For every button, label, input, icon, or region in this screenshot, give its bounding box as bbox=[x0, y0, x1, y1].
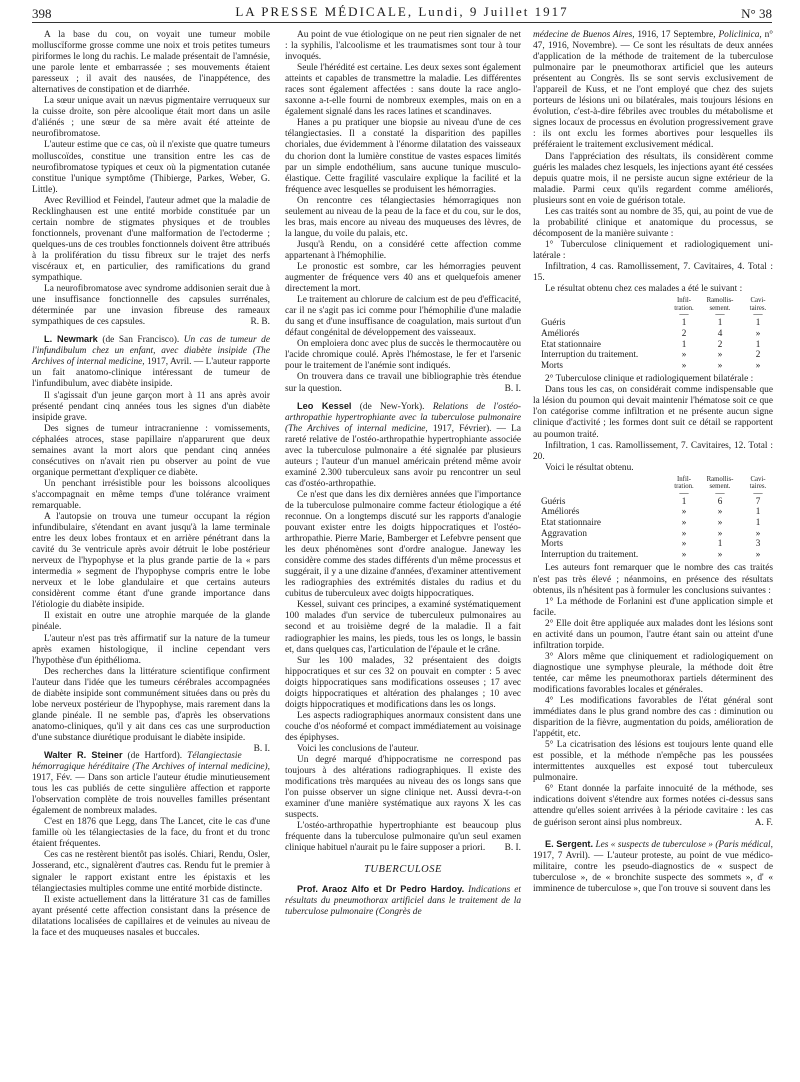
journal-reference: médecine de Buenos Aires, bbox=[533, 30, 635, 40]
paragraph: Le traitement au chlorure de calcium est de peu d'efficacité, car il ne s'agit pas ici comme pour l'hémophilie d'une maladie du sang et d'une insuffisance de coagulation, mais surtout d'un défaut congénital de développement des vaisseaux. bbox=[285, 295, 521, 339]
paragraph: La sœur unique avait un nævus pigmentaire verruqueux sur la cuisse droite, son père alcoolique était mort dans un asile d'aliénés ; une sœur de sa mère avait été atteinte de neurofibromatose. bbox=[32, 96, 270, 140]
paragraph-text: On trouvera dans ce travail une bibliographie très étendue sur la question. bbox=[285, 372, 521, 394]
table-column-header: Ramollis-sement. bbox=[706, 475, 734, 491]
paragraph: Le résultat obtenu chez ces malades a été le suivant : bbox=[545, 284, 743, 295]
table-cell: » bbox=[681, 359, 687, 370]
journal-reference: (The Archives of internal medicine, bbox=[32, 346, 270, 368]
issue-number: N° 38 bbox=[741, 6, 772, 21]
page-number: 398 bbox=[32, 6, 52, 21]
article-author: Walter R. Steiner bbox=[44, 750, 123, 760]
table-cell: 1 bbox=[755, 317, 761, 328]
table-cell: 1 bbox=[681, 338, 687, 349]
paragraph: Le pronostic est sombre, car les hémorragies peuvent augmenter de fréquence vers 40 ans et quelquefois amener directement la mort. bbox=[285, 261, 521, 295]
paragraph: Voici les conclusions de l'auteur. bbox=[297, 744, 419, 754]
journal-reference: (The Archives of internal medicine), bbox=[132, 762, 270, 773]
journal-reference: (The Archives of internal medicine, bbox=[285, 423, 428, 434]
table-cell: » bbox=[681, 349, 687, 360]
paragraph: C'est en 1876 que Legg, dans The Lancet, cite le cas d'une famille où les télangiectasies de la face, du front et du tronc étaient fréquentes. bbox=[32, 817, 270, 850]
table-row-label: Guéris bbox=[541, 317, 566, 328]
article-abstract bbox=[32, 334, 270, 390]
paragraph-text: L'ostéo-arthropathie hypertrophiante est beaucoup plus fréquente dans la tuberculose pulmonaire qu'un seul examen clinique habituel n'aurait pu le faire supposer a priori. bbox=[285, 821, 521, 854]
table-column-header: Infil-tration. bbox=[674, 475, 694, 491]
table-row-label: Morts bbox=[541, 359, 563, 370]
article-title: Télangiectasie hémorragique héréditaire bbox=[32, 751, 242, 773]
paragraph: Les cas traités sont au nombre de 35, qui, au point de vue de la probabilité clinique et anatomique du processus, se décomposent de la manière suivante : bbox=[533, 206, 773, 239]
signature: A. F. bbox=[754, 817, 773, 828]
table-cell: 2 bbox=[717, 338, 723, 349]
table-cell: » bbox=[755, 327, 761, 338]
table-corner bbox=[541, 297, 667, 312]
conclusion-item bbox=[533, 784, 773, 828]
paragraph: Jusqu'à Rendu, on a considéré cette affection comme appartenant à l'hémophilie. bbox=[285, 239, 521, 261]
paragraph bbox=[32, 666, 270, 754]
journal-reference: Policlinica, bbox=[718, 30, 762, 40]
abstract-text: 1917, Fév. — Dans son article l'auteur étudie minutieusement tous les cas publiés de cette singulière affection et rapporte l'observation complète de trois nouvelles familles présentant également de nombreux malades. bbox=[32, 773, 270, 817]
table-cell: » bbox=[681, 538, 687, 549]
table-cell: » bbox=[681, 527, 687, 538]
article-author: L. Newmark bbox=[44, 334, 98, 345]
table-row-label: Guéris bbox=[541, 495, 566, 506]
paragraph: Des signes de tumeur intracranienne : vomissements, céphalées atroces, stase papillaire n'apparurent que deux semaines avant la mort alors que pendant cinq années consécutives on n'avait rien pu observer au point de vue organique permettant d'expliquer ce diabète. bbox=[32, 423, 270, 478]
article-title: Un cas de tumeur de l'infundibulum chez un enfant, avec diabète insipide bbox=[32, 335, 270, 357]
paragraph: L'auteur estime que ce cas, où il n'existe que quatre tumeurs molluscoïdes, constitue une transition entre les cas de neurofibromatose typiques et ceux où la pigmentation cutanée constitue l'unique symptôme (Thibierge, Parkes, Weber, G. Little). bbox=[32, 140, 270, 195]
article-abstract bbox=[533, 839, 773, 895]
table-cell: 2 bbox=[681, 327, 687, 338]
journal-title: LA PRESSE MÉDICALE, Lundi, 9 Juillet 1917 bbox=[235, 4, 569, 19]
article-abstract bbox=[32, 750, 270, 817]
paragraph: On rencontre ces télangiectasies hémorragiques non seulement au niveau de la peau de la face et du cou, sur le dos, les bras, mais encore au niveau des muqueuses des lèvres, de la langue, du voile du palais, etc. bbox=[285, 195, 521, 239]
table-row-label: Aggravation bbox=[541, 527, 587, 538]
article-author: Prof. Araoz Alfo et Dr Pedro Hardoy. bbox=[297, 883, 465, 894]
table-column-header: Cavi-taires. bbox=[749, 475, 767, 491]
table-cell: » bbox=[755, 359, 761, 370]
table-row-label: Améliorés bbox=[541, 506, 580, 517]
table-cell: 1 bbox=[681, 495, 687, 506]
conclusion-item: 4° Les modifications favorables de l'état général sont immédiates dans le plus grand nombre des cas : diminution ou disparition de la fièvre, augmentation du poids, amélioration de l'appétit, etc. bbox=[533, 696, 773, 740]
table-cell: » bbox=[755, 527, 761, 538]
table-corner bbox=[541, 476, 667, 491]
article-author: Leo Kessel bbox=[297, 400, 352, 411]
paragraph: A l'autopsie on trouva une tumeur occupant la région infundibulaire, s'étendant en avant jusqu'à la lame terminale entre les deux lobes frontaux et en arrière pénétrant dans la cavité du 3e ventricule après avoir détruit le lobe postérieur nerveux de l'hypophyse et la plus grande partie de la « pars intermedia » segment de l'hypophyse compris entre le lobe nerveux et le lobe glandulaire et que certains auteurs considèrent comme étant d'une grande importance dans l'étiologie du diabète insipide. bbox=[32, 512, 270, 611]
table-cell: » bbox=[755, 548, 761, 559]
paragraph: Les aspects radiographiques anormaux consistent dans une couche d'os néoformé et compact immédiatement au voisinage des épiphyses. bbox=[285, 710, 521, 743]
table-rule: — bbox=[679, 309, 689, 320]
table-rule: — bbox=[753, 309, 763, 320]
journal-reference: (Paris médical, bbox=[715, 839, 773, 850]
paragraph: 2° Tuberculose clinique et radiologiquement bilatérale : bbox=[545, 374, 754, 385]
table-cell: 1 bbox=[755, 517, 761, 528]
column-middle bbox=[285, 30, 521, 918]
table-cell: 1 bbox=[717, 317, 723, 328]
paragraph: Il s'agissait d'un jeune garçon mort à 11 ans après avoir présenté pendant cinq années tous les signes d'un diabète insipide grave. bbox=[32, 390, 270, 423]
article-abstract bbox=[285, 884, 521, 918]
paragraph: Il existait en outre une atrophie marquée de la glande pinéale. bbox=[32, 611, 270, 633]
signature: B. I. bbox=[504, 383, 521, 394]
table-cell: 1 bbox=[681, 317, 687, 328]
paragraph: Dans l'appréciation des résultats, ils considèrent comme guéris les malades chez lesquels, les injections ayant été cessées depuis quatre mois, il ne persiste aucun signe extérieur de la maladie. Parmi ceux qu'ils regardent comme améliorés, plusieurs sont en voie de guérison totale. bbox=[533, 151, 773, 206]
table-cell: » bbox=[717, 517, 723, 528]
article-title: Indications et résultats du pneumothorax artificiel dans le traitement de la tuberculose pulmonaire bbox=[285, 884, 521, 917]
paragraph: L'auteur n'est pas très affirmatif sur la nature de la tumeur après examen histologique, il incline cependant vers l'hypothèse d'un épithélioma. bbox=[32, 633, 270, 666]
paragraph: Kessel, suivant ces principes, a examiné systématiquement 100 malades d'un service de tuberculeux pulmonaires au second et au troisième degré de la maladie. Il a fait radiographier les mains, les pieds, tous les os longs, le bassin et, dans quelques cas, l'articulation de l'épaule et le crâne. bbox=[285, 600, 521, 655]
table-cell: » bbox=[681, 506, 687, 517]
paragraph: Infiltration, 4 cas. Ramollissement, 7. Cavitaires, 4. Total : 15. bbox=[533, 261, 773, 284]
table-row-label: Améliorés bbox=[541, 327, 580, 338]
author-place: (de New-York). bbox=[359, 401, 425, 412]
paragraph: Seule l'hérédité est certaine. Les deux sexes sont également atteints et capables de transmettre la maladie. Les différentes races sont également affectées : sans doute la race anglo-saxonne a-t-elle fourni de nombreux exemples, mais on en a également signalé dans les races latines et scandinaves. bbox=[285, 63, 521, 118]
signature: B. I. bbox=[504, 843, 521, 854]
paragraph: On emploiera donc avec plus de succès le thermocautère ou l'acide chromique coulé. Après l'hémostase, le fer et l'arsenic pour le traitement de l'anémie sont indiqués. bbox=[285, 339, 521, 372]
abstract-text: 1917, Février). — La rareté relative de l'ostéo-arthropathie hypertrophiante associée avec la tuberculose pulmonaire a été signalée par plusieurs auteurs ; l'auteur d'un manuel américain prétend même avoir examiné 2.300 tuberculeux sans avoir pu rencontrer un seul cas d'ostéo-arthropathie. bbox=[285, 423, 521, 489]
table-cell: 2 bbox=[755, 349, 761, 360]
table-rule: — bbox=[715, 309, 725, 320]
article-author: E. Sergent. bbox=[545, 838, 594, 849]
article-title: Relations de l'ostéo-arthropathie hypertrophiante avec la tuberculose pulmonaire bbox=[285, 401, 521, 423]
table-cell: 1 bbox=[755, 506, 761, 517]
paragraph: 1° Tuberculose cliniquement et radiologiquement uni-latérale : bbox=[533, 239, 773, 261]
paragraph: Un degré marqué d'hippocratisme ne correspond pas toujours à des altérations radiographiques. Il existe des modifications très marquées au niveau des os longs sans que l'on puisse observer un signe clinique net. Aussi devra-t-on examiner d'une manière systématique aux rayons X les cas suspects. bbox=[285, 755, 521, 821]
table-cell: 1 bbox=[755, 338, 761, 349]
running-header bbox=[32, 4, 772, 23]
conclusion-item: 2° Elle doit être appliquée aux malades dont les lésions sont en activité dans un poumon, l'autre étant sain ou atteint d'une infiltration torpide. bbox=[533, 618, 773, 651]
table-cell: 7 bbox=[755, 495, 761, 506]
results-table-unilateral bbox=[541, 297, 773, 370]
paragraph-text: Des recherches dans la littérature scientifique confirment l'auteur dans l'idée que les tumeurs cérébrales accompagnées de diabète insipide sont communément situées dans ou près du lobe nerveux postérieur de l'hypophyse, mais rarement dans la glande pinéale. Il ne semble pas, d'après les observations anatomo-cliniques, qu'il y ait dans ces cas une surproduction d'une substance diurétique produisant le diabète insipide. bbox=[32, 666, 270, 743]
table-rule: — bbox=[715, 487, 725, 498]
paragraph: Infiltration, 1 cas. Ramollissement, 7. Cavitaires, 12. Total : 20. bbox=[533, 440, 773, 462]
paragraph bbox=[533, 30, 773, 152]
paragraph: A la base du cou, on voyait une tumeur mobile molluscïforme grosse comme une noix et trois petites tumeurs piriformes le long du rachis. Le malade présentait de l'amnésie, une parole lente et embarrassée ; ses mouvements étaient paresseux ; il avait des nausées, de l'inappétence, des alternatives de constipation et de diarrhée. bbox=[32, 30, 270, 96]
signature: B. I. bbox=[253, 744, 270, 754]
table-cell: » bbox=[681, 548, 687, 559]
table-cell: 6 bbox=[717, 495, 723, 506]
paragraph-text: n° 47, 1916, Novembre). — Ce sont les résultats de deux années d'application de la méthode de traitement de la tuberculose pulmonaire par le pneumothorax artificiel que les auteurs présentent au Congrès. Ils se sont servis exclusivement de l'appareil de Kuss, et ne l'ont employé que chez des sujets porteurs de lésions uni ou bilatérales, mais toujours lésions en évolution, c'est-à-dire fébriles avec troubles du métabolisme et signes locaux de processus en évolution progressivement grave : ils ont exclu les formes abortives pour lesquelles ils préféraient le traitement exclusivement médical. bbox=[533, 30, 774, 151]
table-column-header: Ramollis-sement. bbox=[706, 297, 734, 312]
paragraph: Avec Revilliod et Feindel, l'auteur admet que la maladie de Recklinghausen est une entité morbide constituée par un certain nombre de stigmates physiques et de troubles fonctionnels, provenant d'une malformation de l'ectoderme ; quelques-uns de ces troubles fonctionnels doivent être attribués à la prolifération du tissu fibreux sur le trajet des nerfs viscéraux et, en particulier, des ramifications du grand sympathique. bbox=[32, 195, 270, 284]
column-right bbox=[533, 30, 773, 895]
paragraph: Voici le résultat obtenu. bbox=[545, 462, 634, 473]
abstract-text: 1917, Avril. — L'auteur rapporte un fait anatomo-clinique intéressant de tumeur de l'infundibulum, avec diabète insipide. bbox=[32, 357, 270, 390]
table-cell: » bbox=[717, 548, 723, 559]
table-cell: » bbox=[717, 359, 723, 370]
paragraph bbox=[32, 284, 270, 328]
table-cell: » bbox=[717, 506, 723, 517]
table-cell: 1 bbox=[717, 538, 723, 549]
paragraph-text: La neurofibromatose avec syndrome addisonien serait due à une insuffisance fonctionnelle des capsules surrénales, déterminée par une invasion fibreuse des rameaux sympathiques de ces capsules. bbox=[32, 284, 270, 328]
paragraph: Sur les 100 malades, 32 présentaient des doigts hippocratiques et sur ces 32 on pouvait en compter : 5 avec doigts hippocratiques sans modifications osseuses ; 17 avec doigts hippocratiques et altération des phalanges ; 10 avec doigts hippocratiques et modifications dans les os longs. bbox=[285, 655, 521, 710]
table-row-label: Etat stationnaire bbox=[541, 517, 601, 528]
signature: R. B. bbox=[250, 317, 270, 328]
column-left bbox=[32, 30, 270, 939]
paragraph: Dans tous les cas, on considérait comme indispensable que la lésion du poumon qui devait maintenir l'hématose soit ce que l'on catégorise comme infiltration et ne présente aucun signe clinique d'activité ; les formes dont suit ce détail se rapportent au poumon traité. bbox=[533, 385, 773, 440]
table-row-label: Interruption du traitement. bbox=[541, 548, 639, 559]
conclusion-item: 3° Alors même que cliniquement et radiologiquement on diagnostique une symphyse pleurale, la méthode doit être tentée, car même les pneumothorax partiels déterminent des modifications favorables locales et générales. bbox=[533, 651, 773, 695]
table-row-label: Interruption du traitement. bbox=[541, 349, 639, 360]
paragraph: Ce n'est que dans les dix dernières années que l'importance de la tuberculose pulmonaire comme facteur étiologique a été reconnue. On a longtemps discuté sur les rapports d'analogie pouvant exister entre les doigts hippocratiques et l'ostéo-arthropathie. Pierre Marie, Bamberger et Lefebvre pensent que les deux phénomènes sont d'ordre analogue. Janeway les considère comme des stades différents d'un même processus et suggérait, il y a une dizaine d'années, d'examiner attentivement les radiographies des extrémités distales du radius et du cubitus de tuberculeux avec doigts hippocratiques. bbox=[285, 489, 521, 600]
conclusion-item: 5° La cicatrisation des lésions est toujours lente quand elle est possible, et la méthode n'empêche pas les poussées intermittentes auxquelles est exposé tout tuberculeux pulmonaire. bbox=[533, 740, 773, 784]
table-cell: » bbox=[681, 517, 687, 528]
table-row-label: Morts bbox=[541, 538, 563, 549]
section-heading: TUBERCULOSE bbox=[364, 864, 442, 876]
abstract-text: 1917, 7 Avril). — L'auteur proteste, au point de vue médico-militaire, contre les pseudo-diagnostics de « suspect de tuberculose », de « bronchite suspecte des sommets », d' « imminence de tuberculose », que l'on trouve si souvent dans les bbox=[533, 850, 773, 894]
paragraph-text: 6° Etant donnée la parfaite innocuité de la méthode, ses indications doivent s'étendre aux formes notées ci-dessus sans attendre qu'elles soient arrivées à la période cavitaire : les cas de guérison seront ainsi plus nombreux. bbox=[533, 784, 773, 828]
table-column-header: Infil-tration. bbox=[674, 297, 694, 312]
table-row-label: Etat stationnaire bbox=[541, 338, 601, 349]
paragraph: Hanes a pu pratiquer une biopsie au niveau d'une de ces télangiectasies. Il a constaté la disparition des papilles choriales, due évidemment à l'énorme dilatation des vaisseaux du chorion dont la lumière constitue de vastes espaces limités par un simple endothélium, sans aucune tunique musculo-élastique. Cette fragilité vasculaire explique la facilité et la fréquence avec lesquelles se produisent les hémorragies. bbox=[285, 118, 521, 195]
conclusion-item: 1° La méthode de Forlanini est d'une application simple et facile. bbox=[533, 596, 773, 618]
paragraph: Au point de vue étiologique on ne peut rien signaler de net : la syphilis, l'alcoolisme et les traumatismes sont tour à tour invoqués. bbox=[285, 30, 521, 63]
article-title: Les « suspects de tuberculose » bbox=[595, 839, 713, 850]
paragraph bbox=[285, 821, 521, 854]
table-cell: » bbox=[717, 349, 723, 360]
paragraph-text: 1916, 17 Septembre, bbox=[637, 30, 716, 40]
journal-reference: (Congrès de bbox=[375, 906, 422, 917]
table-cell: 3 bbox=[755, 538, 761, 549]
paragraph bbox=[285, 372, 521, 394]
table-cell: » bbox=[717, 527, 723, 538]
table-column-header: Cavi-taires. bbox=[749, 297, 767, 312]
paragraph: Les auteurs font remarquer que le nombre des cas traités n'est pas très élevé ; néanmoins, en présence des résultats obtenus, ils n'hésitent pas à formuler les conclusions suivantes : bbox=[533, 563, 773, 596]
article-abstract bbox=[285, 401, 521, 490]
author-place: (de San Francisco). bbox=[102, 335, 180, 346]
table-rule: — bbox=[679, 487, 689, 498]
paragraph: Il existe actuellement dans la littérature 31 cas de familles ayant présenté cette affection consistant dans la présence de dilatations localisées de capillaires et de veinules au niveau de la face et des muqueuses nasales et buccales. bbox=[32, 894, 270, 938]
results-table-bilateral bbox=[541, 476, 773, 560]
table-rule: — bbox=[753, 487, 763, 498]
paragraph: Ces cas ne restèrent bientôt pas isolés. Chiari, Rendu, Osler, Josserand, etc., signalèrent d'autres cas. Rendu fut le premier à signaler le rapport existant entre les épistaxis et les télangiectasies multiples comme une entité morbide distincte. bbox=[32, 850, 270, 894]
paragraph: Un penchant irrésistible pour les boissons alcooliques s'accompagnait en même temps d'une tolérance vraiment remarquable. bbox=[32, 478, 270, 511]
author-place: (de Hartford). bbox=[127, 751, 183, 761]
table-cell: 4 bbox=[717, 327, 723, 338]
